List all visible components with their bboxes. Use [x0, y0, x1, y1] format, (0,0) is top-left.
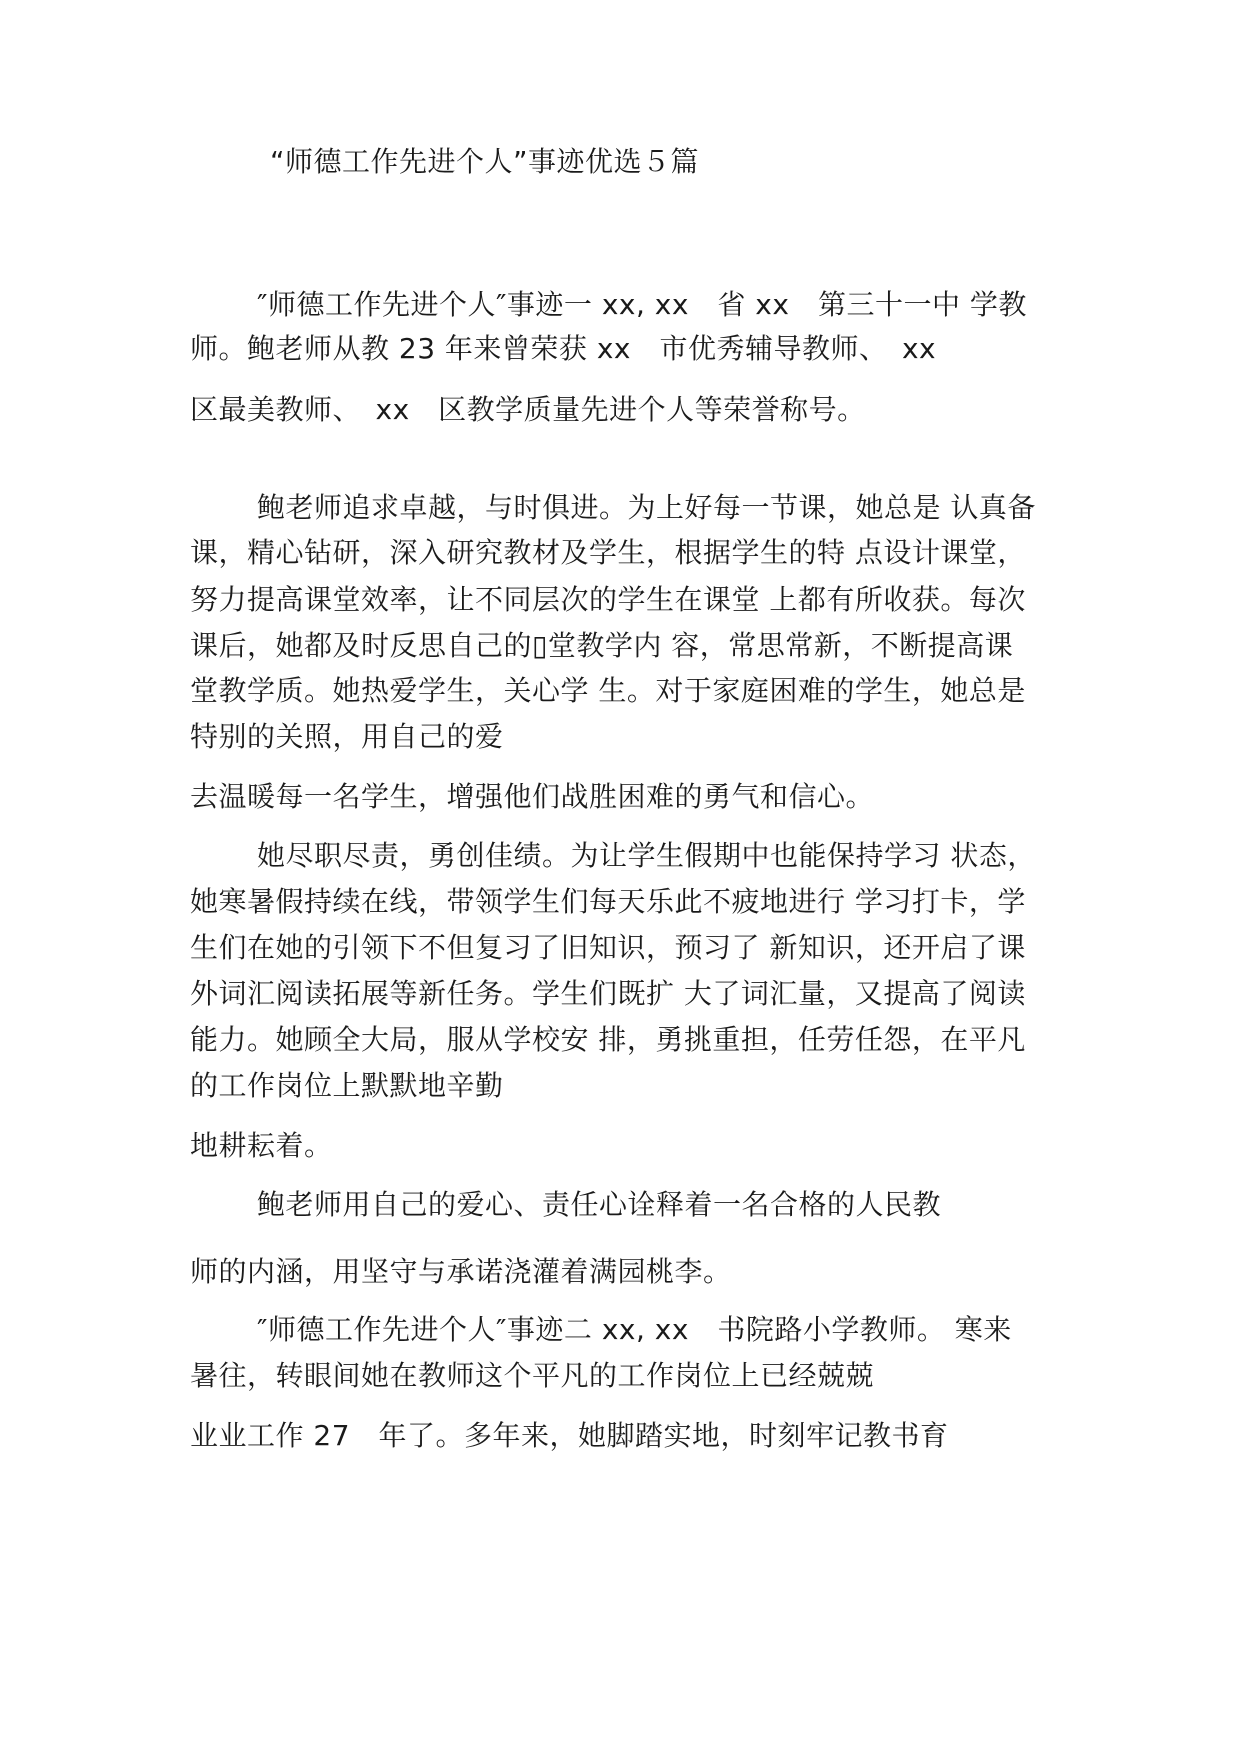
text-line: 去温暖每一名学生，增强他们战胜困难的勇气和信心。 — [190, 780, 875, 813]
text-line: 地耕耘着。 — [190, 1129, 333, 1162]
text-line: ″师德工作先进个人″事迹一 xx, xx 省 xx 第三十一中 学教 — [257, 288, 1027, 321]
text-line: ″师德工作先进个人″事迹二 xx, xx 书院路小学教师。 寒来 — [257, 1313, 1012, 1346]
text-line: 鲍老师追求卓越，与时俱进。为上好每一节课，她总是 认真备 — [257, 491, 1036, 524]
text-line: 能力。她顾全大局，服从学校安 排，勇挑重担，任劳任怨，在平凡 — [190, 1023, 1026, 1056]
text-line: 鲍老师用自己的爱心、责任心诠释着一名合格的人民教 — [257, 1188, 942, 1221]
text-line: 特别的关照，用自己的爱 — [190, 720, 504, 753]
text-line: 课，精心钻研，深入研究教材及学生，根据学生的特 点设计课堂， — [190, 536, 1026, 569]
text-line: 她寒暑假持续在线，带领学生们每天乐此不疲地进行 学习打卡，学 — [190, 885, 1026, 918]
text-line: 她尽职尽责，勇创佳绩。为让学生假期中也能保持学习 状态， — [257, 839, 1036, 872]
text-line: 努力提高课堂效率，让不同层次的学生在课堂 上都有所收获。每次 — [190, 583, 1026, 616]
text-line: 业业工作 27 年了。多年来，她脚踏实地，时刻牢记教书育 — [190, 1419, 949, 1452]
text-line: 暑往，转眼间她在教师这个平凡的工作岗位上已经兢兢 — [190, 1359, 875, 1392]
document-title: “师德工作先进个人”事迹优选５篇 — [270, 145, 700, 178]
text-line: 区最美教师、 xx 区教学质量先进个人等荣誉称号。 — [190, 393, 866, 426]
text-line: 堂教学质。她热爱学生，关心学 生。对于家庭困难的学生，她总是 — [190, 674, 1026, 707]
text-line: 师的内涵，用坚守与承诺浇灌着满园桃李。 — [190, 1255, 732, 1288]
text-line: 师。鲍老师从教 23 年来曾荣获 xx 市优秀辅导教师、 xx — [190, 332, 937, 365]
text-line: 外词汇阅读拓展等新任务。学生们既扩 大了词汇量，又提高了阅读 — [190, 977, 1026, 1010]
text-line: 课后，她都及时反思自己的▯堂教学内 容，常思常新，不断提高课 — [190, 629, 1014, 662]
text-line: 的工作岗位上默默地辛勤 — [190, 1069, 504, 1102]
text-line: 生们在她的引领下不但复习了旧知识，预习了 新知识，还开启了课 — [190, 931, 1026, 964]
